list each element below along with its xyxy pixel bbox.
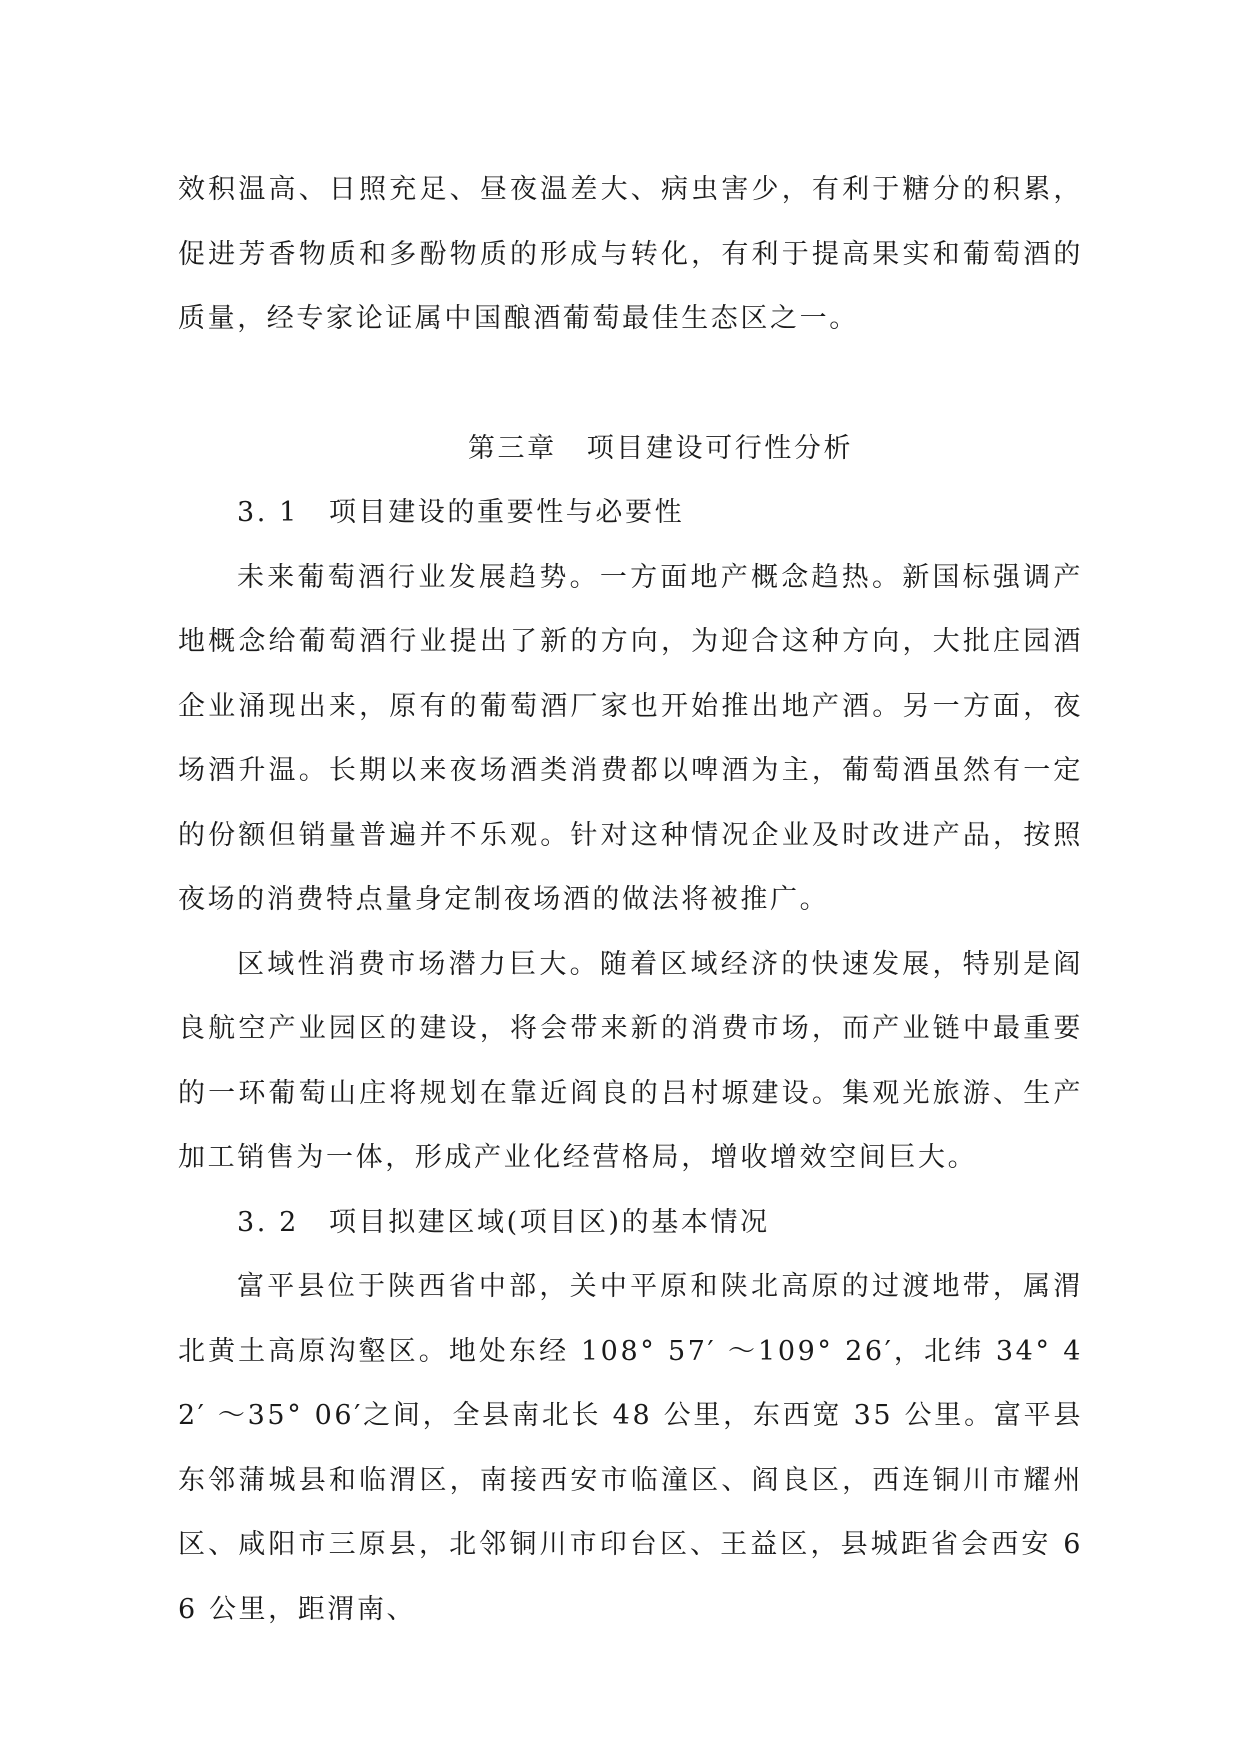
paragraph-continued: 效积温高、日照充足、昼夜温差大、病虫害少，有利于糖分的积累，促进芳香物质和多酚物质的形成与转化，有利于提高果实和葡萄酒的质量，经专家论证属中国酿酒葡萄最佳生态区之一。 (178, 174, 1083, 334)
paragraph-industry-trends: 未来葡萄酒行业发展趋势。一方面地产概念趋热。新国标强调产地概念给葡萄酒行业提出了新的方向，为迎合这种方向，大批庄园酒企业涌现出来，原有的葡萄酒厂家也开始推出地产酒。另一方面，夜场酒升温。长期以来夜场酒类消费都以啤酒为主，葡萄酒虽然有一定的份额但销量普遍并不乐观。针对这种情况企业及时改进产品，按照夜场的消费特点量身定制夜场酒的做法将被推广。 (178, 561, 1083, 915)
section-heading-3-1 (178, 481, 1083, 546)
chapter-label: 第三章 (467, 432, 557, 464)
chapter-title: 项目建设可行性分析 (586, 432, 854, 464)
paragraph-county-location: 富平县位于陕西省中部，关中平原和陕北高原的过渡地带，属渭北黄土高原沟壑区。地处东经 108° 57′ ～109° 26′，北纬 34° 42′ ～35° 06′之间，全县南北长 48 公里，东西宽 35 公里。富平县东邻蒲城县和临渭区，南接西安市临潼区、阎良区，西连铜川市耀州区、咸阳市三原县，北邻铜川市印台区、王益区，县城距省会西安 66 公里，距渭南、 (178, 1271, 1083, 1625)
section-number: 3. 2 (237, 1206, 299, 1238)
paragraph-regional-market: 区域性消费市场潜力巨大。随着区域经济的快速发展，特别是阎良航空产业园区的建设，将会带来新的消费市场，而产业链中最重要的一环葡萄山庄将规划在靠近阎良的吕村塬建设。集观光旅游、生产加工销售为一体，形成产业化经营格局，增收增效空间巨大。 (178, 948, 1083, 1173)
document-body (178, 158, 1083, 1642)
section-heading-3-2 (178, 1191, 1083, 1256)
section-title: 项目建设的重要性与必要性 (329, 497, 685, 528)
spacer (178, 352, 1083, 417)
section-number: 3. 1 (237, 497, 299, 528)
chapter-heading (178, 417, 1083, 482)
section-title: 项目拟建区域(项目区)的基本情况 (329, 1206, 770, 1238)
